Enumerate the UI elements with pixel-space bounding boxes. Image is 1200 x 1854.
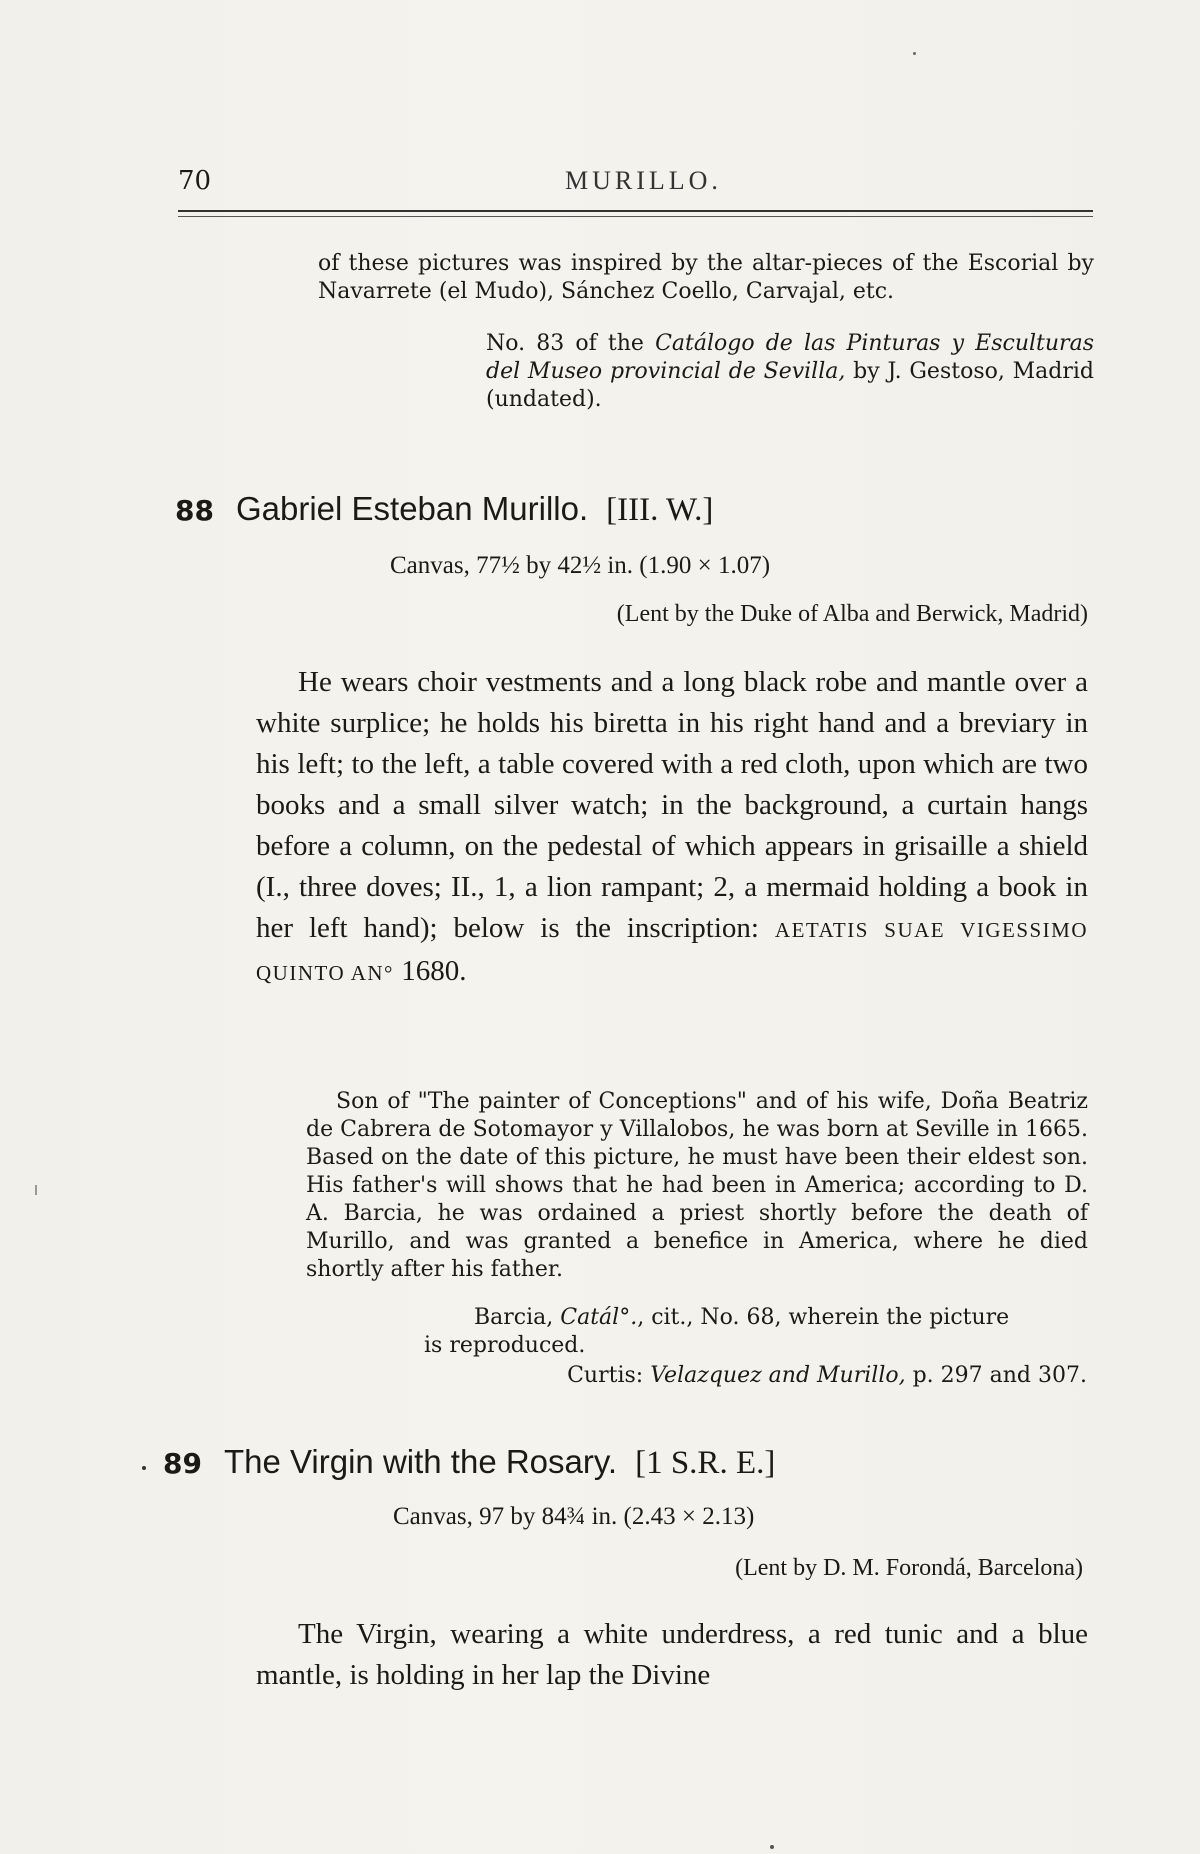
paper-speck [913,52,916,55]
entry-89-lender: (Lent by D. M. Forondá, Barcelona) [735,1555,1083,1581]
ref-prefix: Barcia, [474,1305,561,1330]
entry-88-canvas: Canvas, 77½ by 42½ in. (1.90 × 1.07) [390,552,771,579]
paper-mark [35,1185,37,1195]
inscription-year: 1680. [401,955,467,987]
entry-number: 89 [163,1447,202,1480]
page-number: 70 [178,166,212,196]
description-text: He wears choir vestments and a long black robe and mantle over a white surplice; he holds his biretta in his right hand and a breviary in his left; to the left, a table covered with a red cloth, upon which are two books and a small silver watch; in the background, a curtain hangs before a column, on the pedestal of which appears in grisaille a shield (I., three doves; II., 1, a lion rampant; 2, a mermaid holding a book in her left hand); below is the inscription: [256,666,1088,944]
entry-89-canvas: Canvas, 97 by 84¾ in. (2.43 × 2.13) [393,1503,755,1530]
ref-title: Catál°. [560,1305,638,1330]
entry-88-description [256,662,1088,994]
catalogue-suffix: by J. Gestoso, Madrid (undated). [486,359,1094,412]
ref-suffix: , cit., No. 68, wherein the picture [637,1305,1010,1330]
ref-continuation: is reproduced. [424,1333,586,1358]
catalogue-reference [486,330,1094,414]
entry-bracket: [III. W.] [606,492,714,528]
header-rule-thin [178,216,1093,217]
entry-89-heading [163,1443,775,1482]
ref-prefix: Curtis: [567,1363,651,1388]
entry-title: The Virgin with the Rosary. [223,1443,618,1480]
description-text: The Virgin, wearing a white underdress, a red tunic and a blue mantle, is holding in her lap the Divine [256,1618,1088,1691]
paper-speck [770,1845,774,1849]
entry-title: Gabriel Esteban Murillo. [235,490,589,527]
ref-title: Velazquez and Murillo, [650,1363,906,1388]
entry-bracket: [1 S.R. E.] [635,1445,776,1481]
entry-88-heading [175,490,713,529]
entry-88-lender: (Lent by the Duke of Alba and Berwick, Madrid) [616,601,1088,627]
curtis-reference [505,1362,1087,1390]
running-title: MURILLO. [565,166,722,195]
margin-dot [142,1466,146,1470]
intro-paragraph: of these pictures was inspired by the altar-pieces of the Escorial by Navarrete (el Mudo), Sánchez Coello, Carvajal, etc. [318,251,1094,304]
catalogue-prefix: No. 83 of the [486,331,656,356]
inscription: AETATIS SUAE VIGESSIMO QUINTO AN° [256,918,1089,985]
barcia-reference [424,1304,1086,1360]
header-rule [178,210,1093,212]
catalogue-title: Catálogo de las Pinturas y Esculturas del Museo provincial de Sevilla, [486,331,1094,384]
ref-suffix: p. 297 and 307. [905,1363,1087,1388]
entry-89-description [256,1614,1088,1696]
entry-88-note [306,1088,1088,1284]
entry-number: 88 [175,494,214,527]
biographical-note: Son of "The painter of Conceptions" and of his wife, Doña Beatriz de Cabrera de Sotomayor y Villalobos, he was born at Seville in 1665. Based on the date of this picture, he must have been their eldest son. His father's will shows that he had been in America; according to D. A. Barcia, he was ordained a priest shortly before the death of Murillo, and was granted a benefice in America, where he died shortly after his father. [306,1089,1088,1282]
